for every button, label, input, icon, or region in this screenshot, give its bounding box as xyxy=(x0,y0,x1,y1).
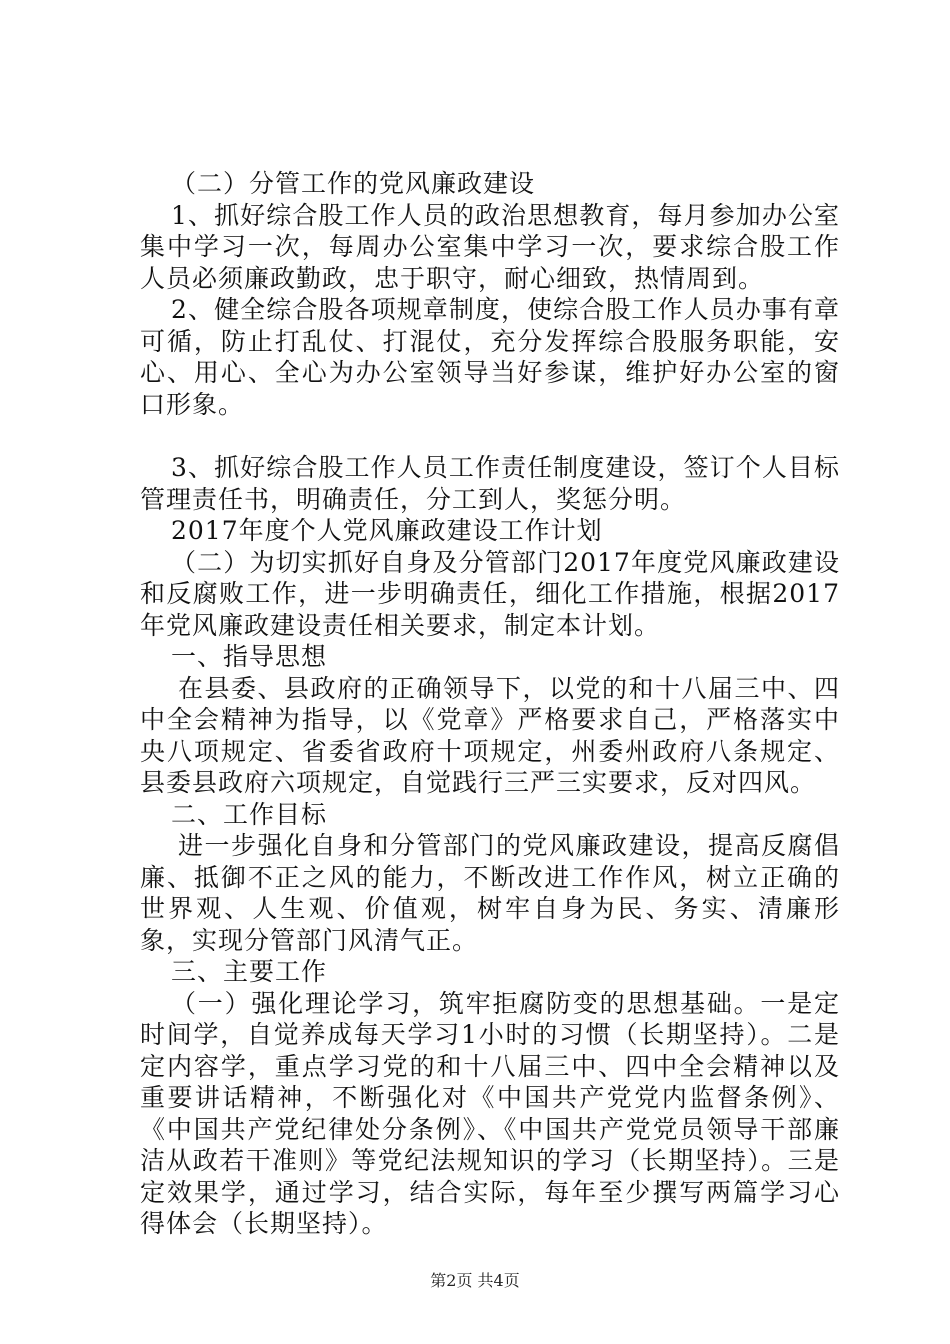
section-heading-guiding-thought: 一、指导思想 xyxy=(171,642,328,671)
section-heading-work-goals: 二、工作目标 xyxy=(171,799,328,829)
plan-intro: （二）为切实抓好自身及分管部门2017年度党风廉政建设和反腐败工作，进一步明确责任，细化工作措施，根据2017年党风廉政建设责任相关要求，制定本计划。 xyxy=(140,547,840,640)
page-footer: 第2页 共4页 xyxy=(430,1271,520,1290)
main-work-body: （一）强化理论学习，筑牢拒腐防变的思想基础。一是定时间学，自觉养成每天学习1小时的习惯（长期坚持）。二是定内容学，重点学习党的和十八届三中、四中全会精神以及重要讲话精神，不断强化对《中国共产党党内监督条例》、《中国共产党纪律处分条例》、《中国共产党党员领导干部廉洁从政若干准则》等党纪法规知识的学习（长期坚持）。三是定效果学，通过学习，结合实际，每年至少撰写两篇学习心得体会（长期坚持）。 xyxy=(140,988,840,1238)
plan-title: 2017年度个人党风廉政建设工作计划 xyxy=(171,516,603,545)
section-heading-sub-work: （二）分管工作的党风廉政建设 xyxy=(171,169,536,198)
paragraph-item-3: 3、抓好综合股工作人员工作责任制度建设，签订个人目标管理责任书，明确责任，分工到人，奖惩分明。 xyxy=(140,453,840,514)
paragraph-item-2: 2、健全综合股各项规章制度，使综合股工作人员办事有章可循，防止打乱仗、打混仗，充分发挥综合股服务职能，安心、用心、全心为办公室领导当好参谋，维护好办公室的窗口形象。 xyxy=(140,295,840,419)
section-heading-main-work: 三、主要工作 xyxy=(171,957,328,986)
document-body xyxy=(140,168,840,1240)
work-goals-body: 进一步强化自身和分管部门的党风廉政建设，提高反腐倡廉、抵御不正之风的能力，不断改进工作作风，树立正确的世界观、人生观、价值观，树牢自身为民、务实、清廉形象，实现分管部门风清气正。 xyxy=(140,831,840,955)
guiding-thought-body: 在县委、县政府的正确领导下，以党的和十八届三中、四中全会精神为指导，以《党章》严格要求自己，严格落实中央八项规定、省委省政府十项规定，州委州政府八条规定、县委县政府六项规定，自觉践行三严三实要求，反对四风。 xyxy=(140,673,840,797)
paragraph-spacer xyxy=(140,420,840,452)
paragraph-item-1: 1、抓好综合股工作人员的政治思想教育，每月参加办公室集中学习一次，每周办公室集中学习一次，要求综合股工作人员必须廉政勤政，忠于职守，耐心细致，热情周到。 xyxy=(140,200,840,293)
